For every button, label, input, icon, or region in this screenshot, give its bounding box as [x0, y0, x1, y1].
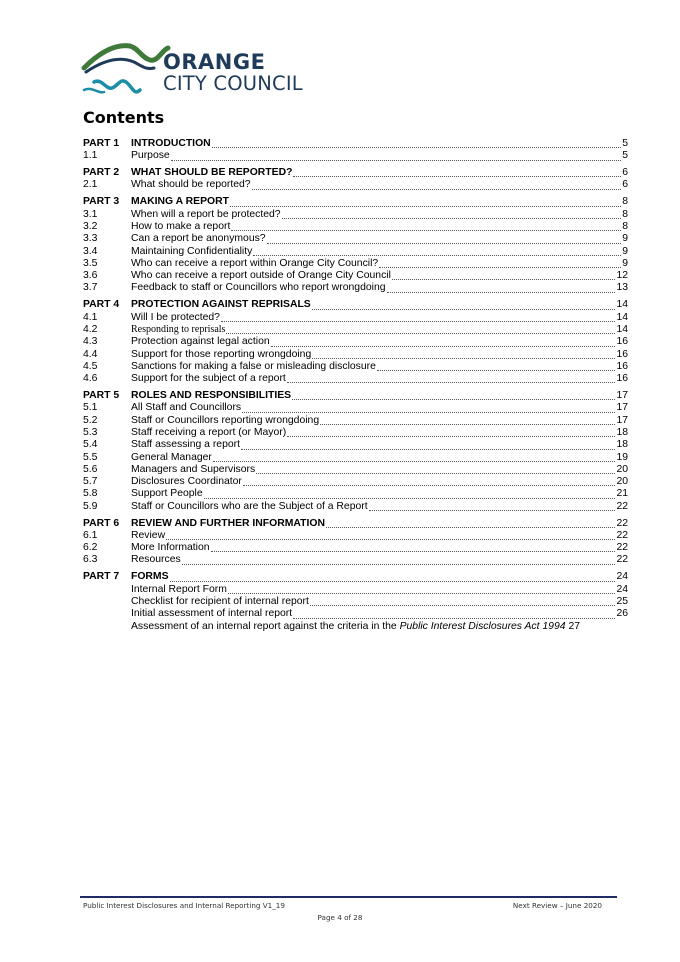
- toc-page-number: 14: [616, 311, 628, 323]
- toc-entry-title-text: Staff or Councillors reporting wrongdoing: [131, 414, 320, 426]
- toc-entry-title-text: Feedback to staff or Councillors who report wrongdoing: [131, 282, 386, 294]
- toc-entry[interactable]: [83, 361, 628, 373]
- toc-entry-title: [131, 336, 270, 348]
- toc-dot-leader: [204, 489, 616, 499]
- toc-page-number: 5: [622, 138, 628, 149]
- toc-entry[interactable]: [83, 209, 628, 221]
- toc-dot-leader: [326, 518, 615, 528]
- toc-entry-title-text: Support for the subject of a report: [131, 373, 286, 385]
- toc-entry-title-text: More Information: [131, 542, 210, 554]
- toc-entry-title-text: Resources: [131, 554, 181, 566]
- toc-page-number: 27: [568, 620, 581, 632]
- toc-entry-number: 3.5: [83, 257, 98, 269]
- toc-entry[interactable]: [83, 179, 628, 191]
- toc-dot-leader: [377, 361, 616, 371]
- toc-entry-title: [131, 179, 251, 191]
- toc-entry-title: [131, 439, 240, 451]
- footer-next-review: Next Review – June 2020: [512, 901, 602, 910]
- toc-dot-leader: [226, 324, 615, 334]
- footer-page-number: Page 4 of 28: [317, 913, 363, 922]
- toc-dot-leader: [293, 609, 615, 619]
- table-of-contents: [83, 138, 628, 633]
- toc-dot-leader: [170, 572, 616, 582]
- toc-page-number: 8: [622, 220, 628, 232]
- toc-dot-leader: [256, 464, 615, 474]
- toc-page-number: 6: [622, 167, 628, 179]
- toc-entry-title-text: General Manager: [131, 451, 212, 463]
- toc-entry[interactable]: [83, 312, 628, 324]
- toc-entry-title: [131, 608, 292, 620]
- toc-entry-title: [131, 150, 170, 162]
- toc-entry-title: [131, 596, 309, 608]
- toc-entry-title-italic: Public Interest Disclosures Act 1994: [399, 620, 566, 632]
- toc-page-number: 12: [616, 270, 628, 282]
- logo-hill-navy: [86, 59, 154, 72]
- toc-entry-title: [131, 349, 311, 361]
- toc-page-number: 9: [622, 245, 628, 257]
- toc-entry-number: 5.7: [83, 476, 98, 488]
- toc-entry[interactable]: [83, 608, 628, 620]
- toc-entry-number: 4.2: [83, 323, 98, 335]
- toc-page-number: 8: [622, 208, 628, 220]
- toc-entry-title: [131, 530, 165, 542]
- toc-entry-number: 5.2: [83, 414, 98, 426]
- toc-entry-title-text: INTRODUCTION: [131, 138, 211, 149]
- toc-page-number: 24: [616, 571, 628, 583]
- toc-dot-leader: [241, 440, 615, 450]
- toc-page-number: 16: [616, 336, 628, 348]
- toc-entry-title: [131, 196, 229, 208]
- toc-dot-leader: [182, 555, 616, 565]
- toc-dot-leader: [369, 501, 616, 511]
- toc-page-number: 8: [622, 196, 628, 208]
- toc-entry-title: [131, 373, 286, 385]
- toc-entry[interactable]: [83, 415, 628, 427]
- toc-page-number: 22: [616, 554, 628, 566]
- toc-entry-title-text: Who can receive a report within Orange City Council?: [131, 257, 379, 269]
- toc-entry-title: [131, 554, 181, 566]
- toc-entry[interactable]: [83, 530, 628, 542]
- toc-entry-title-text: Staff receiving a report (or Mayor): [131, 426, 287, 438]
- toc-entry-number: 2.1: [83, 179, 98, 191]
- toc-entry-title: [131, 476, 242, 488]
- toc-page-number: 22: [616, 500, 628, 512]
- toc-dot-leader: [392, 270, 616, 280]
- footer-document-title: Public Interest Disclosures and Internal Reporting V1_19: [83, 901, 285, 910]
- toc-entry[interactable]: [83, 596, 628, 608]
- toc-entry-title: [131, 312, 220, 324]
- toc-entry-number: 1.1: [83, 150, 98, 162]
- toc-entry-title: [131, 518, 325, 530]
- toc-entry-title-text: FORMS: [131, 571, 169, 583]
- toc-entry-title: [131, 282, 386, 294]
- toc-entry-title-text: Staff or Councillors who are the Subject of a Report: [131, 500, 368, 512]
- toc-entry-title-text: Managers and Supervisors: [131, 463, 256, 475]
- toc-entry-title-text: MAKING A REPORT: [131, 196, 229, 208]
- toc-entry-number: 3.6: [83, 270, 98, 282]
- toc-entry[interactable]: [83, 488, 628, 500]
- toc-page-number: 17: [616, 402, 628, 414]
- toc-page-number: 17: [616, 390, 628, 402]
- toc-entry[interactable]: [83, 221, 628, 233]
- toc-dot-leader: [287, 427, 615, 437]
- toc-entry-title: [131, 167, 292, 179]
- toc-entry-title-text: Staff assessing a report: [131, 439, 240, 451]
- toc-part-entry[interactable]: [83, 167, 628, 179]
- toc-part-entry[interactable]: [83, 390, 628, 402]
- toc-page-number: 22: [616, 542, 628, 554]
- footer-rule: [80, 896, 617, 898]
- toc-page-number: 21: [616, 488, 628, 500]
- toc-entry-number: 3.1: [83, 208, 98, 220]
- logo-line-orange: ORANGE: [163, 50, 266, 74]
- toc-page-number: 25: [616, 595, 628, 607]
- toc-entry-title-text: Responding to reprisals: [131, 323, 226, 335]
- toc-entry-title: [131, 464, 255, 476]
- toc-dot-leader: [387, 283, 616, 293]
- toc-entry-number: PART 7: [83, 571, 120, 583]
- toc-entry-number: 3.4: [83, 245, 98, 257]
- toc-entry-number: 5.4: [83, 439, 98, 451]
- toc-entry[interactable]: [83, 282, 628, 294]
- toc-entry-number: 6.3: [83, 554, 98, 566]
- toc-dot-leader: [221, 312, 615, 322]
- toc-entry-title-text: Purpose: [131, 150, 170, 162]
- toc-entry-number: 5.6: [83, 463, 98, 475]
- toc-entry-number: 4.4: [83, 348, 98, 360]
- toc-entry-number: PART 3: [83, 196, 120, 208]
- toc-entry-number: 5.1: [83, 402, 98, 414]
- toc-entry-title-text: Can a report be anonymous?: [131, 233, 266, 245]
- toc-entry-title-text: WHAT SHOULD BE REPORTED?: [131, 167, 293, 179]
- toc-entry[interactable]: [83, 349, 628, 361]
- toc-page-number: 20: [616, 476, 628, 488]
- toc-entry-title-text: Assessment of an internal report against the criteria in the: [131, 620, 400, 632]
- toc-entry-number: 5.3: [83, 426, 98, 438]
- toc-entry-title: [131, 584, 227, 596]
- toc-dot-leader: [267, 234, 622, 244]
- toc-page-number: 6: [622, 179, 628, 191]
- toc-entry[interactable]: [83, 554, 628, 566]
- toc-dot-leader: [212, 138, 622, 148]
- toc-entry[interactable]: [83, 324, 628, 336]
- toc-dot-leader: [379, 258, 621, 268]
- toc-entry-number: PART 2: [83, 167, 120, 179]
- toc-dot-leader: [287, 373, 616, 383]
- logo-swoosh-teal: [84, 89, 104, 92]
- logo-line-city-council: CITY COUNCIL: [163, 72, 303, 95]
- toc-page-number: 18: [616, 426, 628, 438]
- toc-dot-leader: [312, 300, 616, 310]
- toc-entry-title-text: Will I be protected?: [131, 311, 220, 323]
- toc-dot-leader: [292, 390, 615, 400]
- toc-entry[interactable]: [83, 439, 628, 451]
- toc-dot-leader: [320, 415, 615, 425]
- toc-entry-title: [131, 402, 241, 414]
- toc-dot-leader: [282, 209, 622, 219]
- toc-entry-title: [131, 501, 368, 513]
- toc-entry-number: 6.1: [83, 529, 98, 541]
- toc-entry[interactable]: [83, 258, 628, 270]
- toc-entry-title-text: Internal Report Form: [131, 583, 227, 595]
- toc-entry[interactable]: [83, 150, 628, 162]
- toc-entry-title: [131, 209, 281, 221]
- toc-dot-leader: [253, 246, 621, 256]
- toc-page-number: 20: [616, 463, 628, 475]
- toc-entry-number: 5.8: [83, 488, 98, 500]
- toc-dot-leader: [242, 403, 615, 413]
- toc-entry-title-text: REVIEW AND FURTHER INFORMATION: [131, 517, 325, 529]
- toc-entry-title: [131, 324, 225, 336]
- toc-entry-title: [131, 452, 212, 464]
- toc-page-number: 9: [622, 257, 628, 269]
- toc-page-number: 13: [616, 282, 628, 294]
- toc-entry-title-text: Disclosures Coordinator: [131, 476, 242, 488]
- toc-page-number: 16: [616, 360, 628, 372]
- toc-entry-title-text: Who can receive a report outside of Orange City Council: [131, 270, 391, 282]
- toc-entry[interactable]: [83, 542, 628, 554]
- toc-dot-leader: [211, 542, 616, 552]
- toc-entry-number: PART 5: [83, 390, 120, 402]
- toc-entry-title: [131, 621, 566, 633]
- toc-page-number: 24: [616, 583, 628, 595]
- toc-entry[interactable]: [83, 452, 628, 464]
- toc-entry-title-text: PROTECTION AGAINST REPRISALS: [131, 299, 311, 311]
- toc-entry-number: 3.7: [83, 282, 98, 294]
- toc-page-number: 14: [616, 299, 628, 311]
- toc-entry[interactable]: [83, 233, 628, 245]
- toc-entry-title: [131, 571, 169, 583]
- toc-entry-number: PART 6: [83, 517, 120, 529]
- toc-entry[interactable]: [83, 501, 628, 513]
- toc-part-entry[interactable]: [83, 518, 628, 530]
- toc-entry-title-text: Sanctions for making a false or misleading disclosure: [131, 360, 376, 372]
- toc-entry-title-text: Support People: [131, 488, 203, 500]
- toc-entry-title-text: Support for those reporting wrongdoing: [131, 348, 312, 360]
- toc-entry-title-text: What should be reported?: [131, 179, 251, 191]
- toc-entry-title-text: Checklist for recipient of internal report: [131, 595, 309, 607]
- toc-entry-title: [131, 488, 203, 500]
- toc-entry-title: [131, 270, 391, 282]
- toc-entry-title: [131, 138, 211, 150]
- toc-part-entry[interactable]: [83, 138, 628, 150]
- toc-dot-leader: [228, 584, 616, 594]
- contents-heading: Contents: [83, 108, 165, 127]
- toc-entry[interactable]: [83, 584, 628, 596]
- toc-entry-number: 3.3: [83, 233, 98, 245]
- toc-entry-title: [131, 361, 376, 373]
- toc-entry-title: [131, 415, 319, 427]
- toc-entry-title-text: Maintaining Confidentiality: [131, 245, 253, 257]
- toc-page-number: 22: [616, 517, 628, 529]
- toc-entry-number: 4.5: [83, 360, 98, 372]
- toc-entry[interactable]: [83, 427, 628, 439]
- toc-entry-title-text: All Staff and Councillors: [131, 402, 242, 414]
- toc-entry-title: [131, 390, 291, 402]
- toc-part-entry[interactable]: [83, 299, 628, 311]
- toc-entry-title-text: Review: [131, 529, 166, 541]
- toc-entry[interactable]: [83, 621, 628, 633]
- logo-wordmark: [163, 52, 303, 94]
- toc-page-number: 17: [616, 414, 628, 426]
- toc-dot-leader: [166, 530, 615, 540]
- toc-page-number: 22: [616, 529, 628, 541]
- toc-entry-title: [131, 258, 378, 270]
- toc-entry[interactable]: [83, 270, 628, 282]
- toc-entry-title: [131, 299, 311, 311]
- toc-entry-title: [131, 427, 286, 439]
- toc-entry-number: 4.6: [83, 373, 98, 385]
- toc-entry-title-text: ROLES AND RESPONSIBILITIES: [131, 390, 292, 402]
- toc-entry[interactable]: [83, 402, 628, 414]
- toc-dot-leader: [213, 452, 616, 462]
- toc-page-number: 9: [622, 233, 628, 245]
- toc-entry-title: [131, 233, 266, 245]
- toc-dot-leader: [243, 476, 616, 486]
- toc-page-number: 16: [616, 373, 628, 385]
- toc-dot-leader: [231, 221, 621, 231]
- toc-entry-title: [131, 221, 230, 233]
- toc-entry-title-text: Initial assessment of internal report: [131, 608, 293, 620]
- toc-entry[interactable]: [83, 464, 628, 476]
- toc-dot-leader: [252, 180, 622, 190]
- toc-page-number: 16: [616, 348, 628, 360]
- toc-entry-number: 6.2: [83, 542, 98, 554]
- toc-entry[interactable]: [83, 476, 628, 488]
- toc-entry-number: 4.1: [83, 311, 98, 323]
- toc-part-entry[interactable]: [83, 196, 628, 208]
- toc-entry[interactable]: [83, 336, 628, 348]
- toc-entry[interactable]: [83, 246, 628, 258]
- toc-dot-leader: [171, 151, 622, 161]
- toc-entry-number: 3.2: [83, 220, 98, 232]
- toc-entry-title-text: Protection against legal action: [131, 336, 270, 348]
- toc-page-number: 26: [616, 608, 628, 620]
- toc-entry[interactable]: [83, 373, 628, 385]
- toc-dot-leader: [271, 337, 616, 347]
- toc-dot-leader: [312, 349, 615, 359]
- toc-entry-number: PART 4: [83, 299, 120, 311]
- toc-entry-number: 5.5: [83, 451, 98, 463]
- toc-page-number: 14: [616, 323, 628, 335]
- toc-part-entry[interactable]: [83, 571, 628, 583]
- toc-dot-leader: [310, 596, 616, 606]
- toc-page-number: 19: [616, 451, 628, 463]
- toc-entry-title: [131, 246, 252, 258]
- logo-river-teal: [94, 81, 140, 92]
- toc-dot-leader: [230, 197, 621, 207]
- toc-dot-leader: [293, 167, 621, 177]
- toc-entry-number: 5.9: [83, 500, 98, 512]
- toc-entry-number: 4.3: [83, 336, 98, 348]
- toc-page-number: 5: [622, 150, 628, 162]
- toc-entry-title-text: When will a report be protected?: [131, 208, 281, 220]
- toc-entry-title: [131, 542, 210, 554]
- toc-page-number: 18: [616, 439, 628, 451]
- toc-entry-number: PART 1: [83, 138, 120, 149]
- toc-entry-title-text: How to make a report: [131, 220, 231, 232]
